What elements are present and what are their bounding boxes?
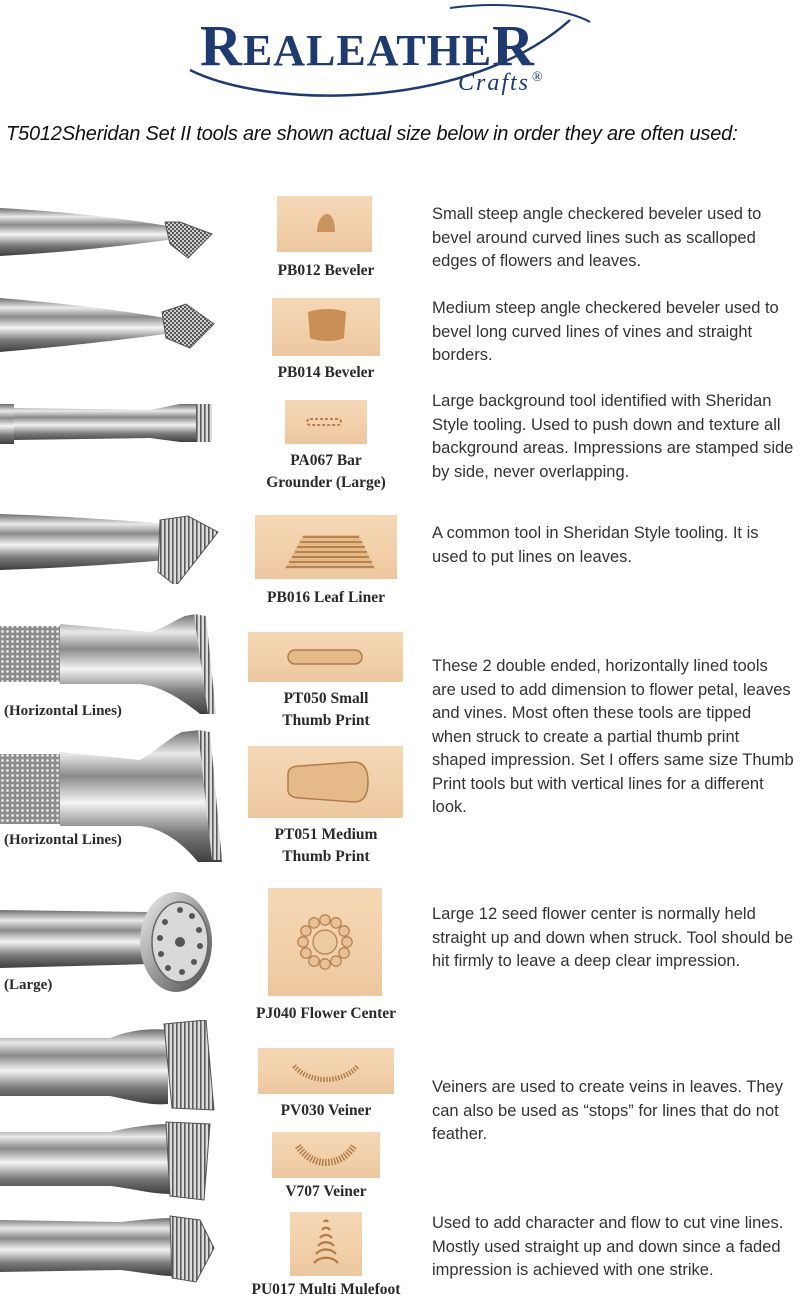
pb012-impression: [277, 196, 372, 252]
brand-letters: EALEATHE: [242, 26, 493, 75]
pj040-caption: PJ040 Flower Center: [255, 1005, 397, 1022]
pv030-caption: PV030 Veiner: [280, 1102, 372, 1119]
pj040-description: Large 12 seed flower center is normally held straight up and down when struck. Tool should be hit firmly to leave a deep clear impression.: [432, 905, 794, 970]
headline: T5012Sheridan Set II tools are shown actual size below in order they are often used:: [6, 123, 738, 145]
pv030-tool-image: [0, 1020, 220, 1116]
brand-letter-end: R: [492, 13, 536, 78]
pb016-impression: [255, 515, 397, 579]
v707-impression: [272, 1132, 380, 1178]
pt051-caption-line2: Thumb Print: [282, 848, 370, 865]
pt051-impression: [248, 746, 403, 818]
mulefoot-tool-icon: [0, 1214, 220, 1284]
pb014-tool-image: [0, 290, 220, 360]
bar-grounder-tool-icon: [0, 398, 220, 454]
pv030-impression: [258, 1048, 394, 1094]
flower-seed: [309, 918, 319, 928]
checkered-beveler-tool-icon: [0, 200, 220, 262]
flower-seed: [301, 948, 311, 958]
brand-sub: [458, 70, 545, 97]
pb014-impression: [272, 298, 380, 356]
flower-center-impression-icon: [268, 888, 382, 996]
pt050-caption: [240, 688, 412, 732]
pb012-tool-image: [0, 200, 220, 262]
pt050-tool-note: (Horizontal Lines): [4, 703, 122, 719]
pa067-caption-line2: Grounder (Large): [266, 474, 386, 491]
flower-seed: [331, 918, 341, 928]
brand-name: [200, 12, 535, 79]
pa067-caption: [246, 450, 406, 494]
pb012-caption: PB012 Beveler: [277, 262, 375, 279]
v707-tool-image: [0, 1120, 220, 1202]
pj040-tool-note: (Large): [4, 977, 53, 993]
pu017-description: Used to add character and flow to cut vine lines. Mostly used straight up and down since a faded impression is achieved with one strike.: [432, 1214, 784, 1279]
pt050-impression: [248, 632, 403, 682]
flower-seed: [320, 959, 330, 969]
pa067-tool-image: [0, 398, 220, 454]
pb016-description: A common tool in Sheridan Style tooling. It is used to put lines on leaves.: [432, 524, 759, 566]
pt051-caption-line1: PT051 Medium: [274, 826, 378, 843]
pt050-caption-line1: PT050 Small: [283, 690, 369, 707]
brand-letter: R: [200, 13, 243, 78]
flower-seed: [331, 956, 341, 966]
pt051-caption: [240, 824, 412, 868]
thumb-print-description: These 2 double ended, horizontally lined tools are used to add dimension to flower petal, leaves and vines. Most often these tools are tipped when struck to create a partial thumb print shaped impression. Set I offers same size Thumb Print tools but with vertical lines for a different look.: [432, 657, 794, 816]
flower-seed: [309, 956, 319, 966]
registered-mark: ®: [532, 70, 545, 85]
pu017-caption: PU017 Multi Mulefoot: [251, 1281, 401, 1298]
pb016-caption: PB016 Leaf Liner: [267, 589, 385, 606]
pu017-impression: [290, 1212, 362, 1276]
pb016-tool-image: [0, 510, 222, 584]
brand-sub-text: Crafts: [458, 70, 531, 96]
pt051-tool-note: (Horizontal Lines): [4, 832, 122, 848]
v707-caption: V707 Veiner: [285, 1183, 367, 1200]
checkered-beveler-tool-icon: [0, 290, 220, 360]
pa067-caption-line1: PA067 Bar: [290, 452, 362, 469]
flower-seed: [320, 915, 330, 925]
pa067-impression: [285, 400, 367, 444]
veiner-tool-icon: [0, 1120, 220, 1202]
brand-logo: [0, 0, 800, 110]
flower-seed: [342, 937, 352, 947]
flower-center-ring: [313, 930, 337, 954]
leaf-liner-tool-icon: [0, 510, 222, 584]
pt050-caption-line2: Thumb Print: [282, 712, 370, 729]
flower-seed: [339, 926, 349, 936]
flower-seed: [301, 926, 311, 936]
flower-seed: [339, 948, 349, 958]
pj040-impression: [268, 888, 382, 996]
veiner-tool-icon: [0, 1020, 220, 1116]
veiner-description: Veiners are used to create veins in leaves. They can also be used as “stops” for lines that do not feather.: [432, 1078, 783, 1143]
pb014-description: Medium steep angle checkered beveler used to bevel long curved lines of vines and straight borders.: [432, 299, 779, 364]
pb012-description: Small steep angle checkered beveler used to bevel around curved lines such as scalloped edges of flowers and leaves.: [432, 205, 762, 270]
pa067-description: Large background tool identified with Sheridan Style tooling. Used to push down and texture all background areas. Impressions are stamped side by side, never overlapping.: [432, 392, 794, 481]
flower-seed: [298, 937, 308, 947]
pu017-tool-image: [0, 1214, 220, 1284]
pb014-caption: PB014 Beveler: [277, 364, 375, 381]
